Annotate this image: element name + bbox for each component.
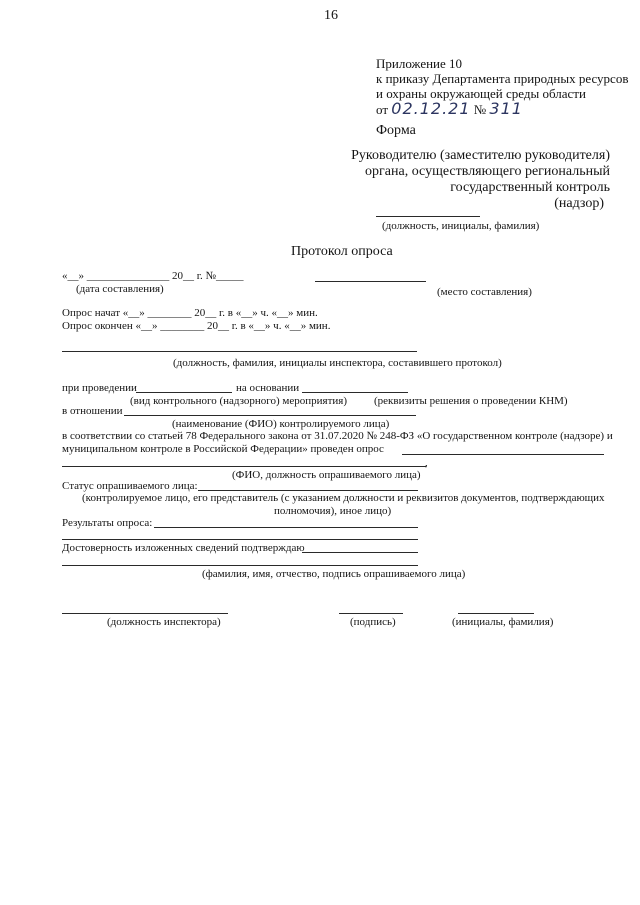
confirm-blank-line xyxy=(302,552,418,553)
inspector-position-caption: (должность инспектора) xyxy=(107,616,221,628)
inspector-caption: (должность, фамилия, инициалы инспектора, составившего протокол) xyxy=(173,357,502,369)
initials-line xyxy=(458,613,534,614)
date-number-row: «__» _______________ 20__ г. №_____ xyxy=(62,270,244,282)
conducting-label: при проведении xyxy=(62,382,137,394)
initials-label: (инициалы, фамилия) xyxy=(452,616,554,628)
addressee-line-3: государственный контроль xyxy=(450,180,610,195)
respondent-caption: (ФИО, должность опрашиваемого лица) xyxy=(232,469,421,481)
protocol-title: Протокол опроса xyxy=(291,244,393,259)
date-caption: (дата составления) xyxy=(76,283,164,295)
status-label: Статус опрашиваемого лица: xyxy=(62,480,198,492)
signature-blank-line xyxy=(62,565,418,566)
signature-label: (подпись) xyxy=(350,616,396,628)
respondent-blank-line xyxy=(62,466,426,467)
appendix-title: Приложение 10 xyxy=(376,56,463,71)
law-line-2: муниципальном контроле в Российской Федерации» проведен опрос xyxy=(62,443,384,455)
basis-blank-line xyxy=(302,392,408,393)
results-label: Результаты опроса: xyxy=(62,517,153,529)
controlled-caption: (наименование (ФИО) контролируемого лица) xyxy=(172,418,390,430)
regarding-blank-line xyxy=(124,415,416,416)
decision-caption: (реквизиты решения о проведении КНМ) xyxy=(374,395,568,407)
place-blank-line xyxy=(315,281,426,282)
handwritten-date: 02.12.21 xyxy=(391,99,471,118)
signature-caption: (фамилия, имя, отчество, подпись опрашиваемого лица) xyxy=(202,568,466,580)
results-blank-line-1 xyxy=(154,527,418,528)
addressee-caption: (должность, инициалы, фамилия) xyxy=(382,220,540,232)
page-number: 16 xyxy=(324,8,338,23)
handwritten-number: 311 xyxy=(489,99,523,118)
status-blank-line xyxy=(198,490,418,491)
status-caption-line-2: полномочия), иное лицо) xyxy=(274,505,392,517)
addressee-line-2: органа, осуществляющего региональный xyxy=(365,164,610,179)
addressee-blank-line xyxy=(376,216,480,217)
addressee-line-1: Руководителю (заместителю руководителя) xyxy=(351,148,610,163)
respondent-comma: , xyxy=(425,457,428,469)
inspector-position-line xyxy=(62,613,228,614)
confirm-label: Достоверность изложенных сведений подтверждаю xyxy=(62,542,305,554)
survey-started: Опрос начат «__» ________ 20__ г. в «__» ч. «__» мин. xyxy=(62,307,318,319)
appendix-order-line: к приказу Департамента природных ресурсов xyxy=(376,71,629,86)
status-caption-line-1: (контролируемое лицо, его представитель (с указанием должности и реквизитов документов, подтверждающих xyxy=(82,492,605,504)
event-caption: (вид контрольного (надзорного) мероприятия) xyxy=(130,395,348,407)
appendix-date-line xyxy=(376,99,523,118)
law-line-1: в соответствии со статьей 78 Федерального закона от 31.07.2020 № 248-ФЗ «О государственном контроле (надзоре) и xyxy=(62,430,613,442)
addressee-line-4: (надзор) xyxy=(554,196,604,211)
inspector-blank-line xyxy=(62,351,417,352)
results-blank-line-2 xyxy=(62,539,418,540)
law-blank-line xyxy=(402,454,604,455)
basis-label: на основании xyxy=(236,382,300,394)
signature-line xyxy=(339,613,403,614)
survey-ended: Опрос окончен «__» ________ 20__ г. в «__» ч. «__» мин. xyxy=(62,320,331,332)
place-caption: (место составления) xyxy=(437,286,532,298)
conducting-blank-line xyxy=(136,392,232,393)
regarding-label: в отношении xyxy=(62,405,123,417)
appendix-department-line: и охраны окружающей среды области xyxy=(376,86,586,101)
form-label: Форма xyxy=(376,123,416,138)
number-prefix: № xyxy=(473,102,487,117)
date-prefix: от xyxy=(376,102,389,117)
